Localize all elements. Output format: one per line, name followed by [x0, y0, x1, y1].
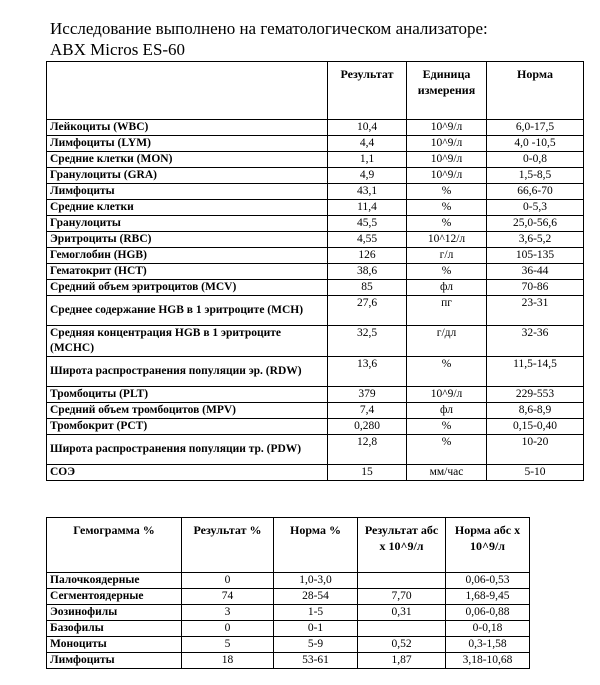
row-result: 10,4 [328, 120, 407, 136]
row-norm-pct: 0-1 [274, 621, 358, 637]
row-result-abs [358, 573, 446, 589]
results-table [46, 61, 584, 481]
row-norm: 105-135 [487, 248, 584, 264]
row-norm: 23-31 [487, 296, 584, 326]
row-result-abs: 0,52 [358, 637, 446, 653]
row-norm: 3,6-5,2 [487, 232, 584, 248]
row-norm-pct: 1-5 [274, 605, 358, 621]
row-result: 27,6 [328, 296, 407, 326]
row-result-pct: 18 [182, 653, 274, 669]
table-row [47, 168, 584, 184]
row-norm-abs: 0,06-0,88 [446, 605, 530, 621]
row-norm: 11,5-14,5 [487, 357, 584, 387]
row-norm-pct: 53-61 [274, 653, 358, 669]
table-row [47, 326, 584, 357]
hemogram-table [46, 517, 530, 669]
row-name: Средние клетки [47, 200, 328, 216]
row-name: Тромбоциты (PLT) [47, 387, 328, 403]
table-row [47, 184, 584, 200]
row-unit: 10^9/л [407, 168, 487, 184]
row-unit: % [407, 419, 487, 435]
header-result-abs: Результат абс х 10^9/л [358, 518, 446, 573]
row-unit: % [407, 216, 487, 232]
table-row [47, 589, 530, 605]
row-name: Лейкоциты (WBC) [47, 120, 328, 136]
row-norm: 32-36 [487, 326, 584, 357]
row-norm: 0-0,8 [487, 152, 584, 168]
row-result: 32,5 [328, 326, 407, 357]
row-result-abs: 7,70 [358, 589, 446, 605]
header-unit: Единица измерения [407, 62, 487, 120]
row-result: 0,280 [328, 419, 407, 435]
row-norm-pct: 28-54 [274, 589, 358, 605]
row-norm: 1,5-8,5 [487, 168, 584, 184]
row-norm-pct: 5-9 [274, 637, 358, 653]
header-result: Результат [328, 62, 407, 120]
row-norm: 6,0-17,5 [487, 120, 584, 136]
row-result: 7,4 [328, 403, 407, 419]
row-unit: % [407, 264, 487, 280]
row-norm: 4,0 -10,5 [487, 136, 584, 152]
header-hemogram: Гемограмма % [47, 518, 182, 573]
table-row [47, 653, 530, 669]
row-name: Лимфоциты (LYM) [47, 136, 328, 152]
row-result-pct: 0 [182, 573, 274, 589]
table-row [47, 419, 584, 435]
row-unit: 10^9/л [407, 120, 487, 136]
table-row [47, 248, 584, 264]
row-unit: г/дл [407, 326, 487, 357]
table-row [47, 637, 530, 653]
table-row [47, 136, 584, 152]
table-row [47, 264, 584, 280]
table-row [47, 621, 530, 637]
table-row [47, 216, 584, 232]
row-name: Средняя концентрация HGB в 1 эритроците (MCHC) [47, 326, 328, 357]
row-name: Эозинофилы [47, 605, 182, 621]
row-result-abs: 0,31 [358, 605, 446, 621]
row-unit: 10^12/л [407, 232, 487, 248]
row-name: Гематокрит (HCT) [47, 264, 328, 280]
row-result: 4,4 [328, 136, 407, 152]
row-result-pct: 74 [182, 589, 274, 605]
row-result: 45,5 [328, 216, 407, 232]
row-name: Базофилы [47, 621, 182, 637]
row-result: 38,6 [328, 264, 407, 280]
table-row [47, 200, 584, 216]
row-result: 4,9 [328, 168, 407, 184]
row-norm-pct: 1,0-3,0 [274, 573, 358, 589]
header-norm-pct: Норма % [274, 518, 358, 573]
table-row [47, 465, 584, 481]
row-result: 11,4 [328, 200, 407, 216]
row-name: Гемоглобин (HGB) [47, 248, 328, 264]
row-unit: % [407, 200, 487, 216]
row-name: Моноциты [47, 637, 182, 653]
table-row [47, 435, 584, 465]
report-heading [50, 18, 488, 60]
row-name: СОЭ [47, 465, 328, 481]
row-unit: мм/час [407, 465, 487, 481]
row-name: Лимфоциты [47, 184, 328, 200]
header-norm: Норма [487, 62, 584, 120]
row-norm: 25,0-56,6 [487, 216, 584, 232]
row-norm: 0,15-0,40 [487, 419, 584, 435]
row-result: 43,1 [328, 184, 407, 200]
row-name: Широта распространения популяции эр. (RDW) [47, 357, 328, 387]
row-result-abs: 1,87 [358, 653, 446, 669]
row-norm: 66,6-70 [487, 184, 584, 200]
row-name: Гранулоциты [47, 216, 328, 232]
row-norm: 70-86 [487, 280, 584, 296]
table-row [47, 296, 584, 326]
table-row [47, 357, 584, 387]
row-unit: фл [407, 403, 487, 419]
row-name: Средний объем тромбоцитов (MPV) [47, 403, 328, 419]
row-norm-abs: 0,06-0,53 [446, 573, 530, 589]
row-name: Сегментоядерные [47, 589, 182, 605]
row-unit: 10^9/л [407, 387, 487, 403]
row-name: Лимфоциты [47, 653, 182, 669]
row-result: 85 [328, 280, 407, 296]
table-row [47, 280, 584, 296]
row-name: Палочкоядерные [47, 573, 182, 589]
table-row [47, 387, 584, 403]
row-result: 13,6 [328, 357, 407, 387]
row-norm: 10-20 [487, 435, 584, 465]
row-norm: 8,6-8,9 [487, 403, 584, 419]
row-result-pct: 3 [182, 605, 274, 621]
row-name: Широта распространения популяции тр. (PDW) [47, 435, 328, 465]
row-result-pct: 0 [182, 621, 274, 637]
row-norm: 229-553 [487, 387, 584, 403]
row-norm-abs: 3,18-10,68 [446, 653, 530, 669]
row-norm: 5-10 [487, 465, 584, 481]
header-name [47, 62, 328, 120]
row-unit: г/л [407, 248, 487, 264]
table-row [47, 120, 584, 136]
row-norm-abs: 0,3-1,58 [446, 637, 530, 653]
row-name: Гранулоциты (GRA) [47, 168, 328, 184]
table-row [47, 605, 530, 621]
heading-line-1: Исследование выполнено на гематологическом анализаторе: [50, 19, 488, 38]
row-name: Тромбокрит (PCT) [47, 419, 328, 435]
row-norm-abs: 0-0,18 [446, 621, 530, 637]
row-result: 126 [328, 248, 407, 264]
row-result: 4,55 [328, 232, 407, 248]
row-result: 1,1 [328, 152, 407, 168]
row-result: 379 [328, 387, 407, 403]
header-norm-abs: Норма абс х 10^9/л [446, 518, 530, 573]
row-unit: пг [407, 296, 487, 326]
row-norm: 36-44 [487, 264, 584, 280]
row-norm-abs: 1,68-9,45 [446, 589, 530, 605]
row-norm: 0-5,3 [487, 200, 584, 216]
table-row [47, 152, 584, 168]
table-row [47, 573, 530, 589]
row-unit: фл [407, 280, 487, 296]
table-row [47, 403, 584, 419]
row-name: Средние клетки (MON) [47, 152, 328, 168]
hemogram-table-header [47, 518, 530, 573]
row-result: 12,8 [328, 435, 407, 465]
row-name: Среднее содержание HGB в 1 эритроците (MCH) [47, 296, 328, 326]
results-table-header [47, 62, 584, 120]
row-result-pct: 5 [182, 637, 274, 653]
row-name: Эритроциты (RBC) [47, 232, 328, 248]
row-result-abs [358, 621, 446, 637]
row-unit: 10^9/л [407, 136, 487, 152]
row-result: 15 [328, 465, 407, 481]
row-unit: 10^9/л [407, 152, 487, 168]
table-row [47, 232, 584, 248]
row-name: Средний объем эритроцитов (MCV) [47, 280, 328, 296]
row-unit: % [407, 184, 487, 200]
heading-line-2: ABX Micros ES-60 [50, 40, 186, 59]
row-unit: % [407, 435, 487, 465]
header-result-pct: Результат % [182, 518, 274, 573]
row-unit: % [407, 357, 487, 387]
